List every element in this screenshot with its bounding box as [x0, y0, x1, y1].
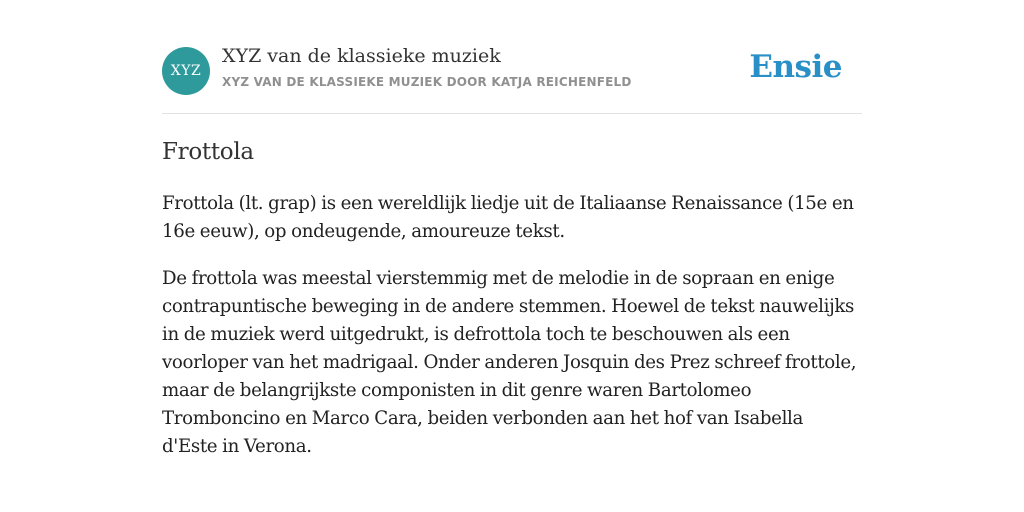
site-title[interactable]: XYZ van de klassieke muziek [222, 45, 501, 67]
site-subtitle: XYZ VAN DE KLASSIEKE MUZIEK DOOR KATJA REICHENFELD [222, 75, 632, 89]
article-paragraph: Frottola (lt. grap) is een wereldlijk liedje uit de Italiaanse Renaissance (15e en 16e eeuw), op ondeugende, amoureuze tekst. [162, 193, 854, 242]
article-paragraph: De frottola was meestal vierstemmig met de melodie in de sopraan en enige contrapuntische beweging in de andere stemmen. Hoewel de tekst nauwelijks in de muziek werd uitgedrukt, is defrottola toch te beschouwen als een voorloper van het madrigaal. Onder anderen Josquin des Prez schreef frottole, maar de belangrijkste componisten in dit genre waren Bartolomeo Tromboncino en Marco Cara, beiden verbonden aan het hof van Isabella d'Este in Verona. [162, 268, 857, 457]
header [162, 45, 862, 114]
brand-logo[interactable]: Ensie [749, 49, 842, 85]
article [162, 136, 862, 480]
avatar[interactable]: XYZ [162, 47, 210, 95]
article-title: Frottola [162, 139, 254, 165]
